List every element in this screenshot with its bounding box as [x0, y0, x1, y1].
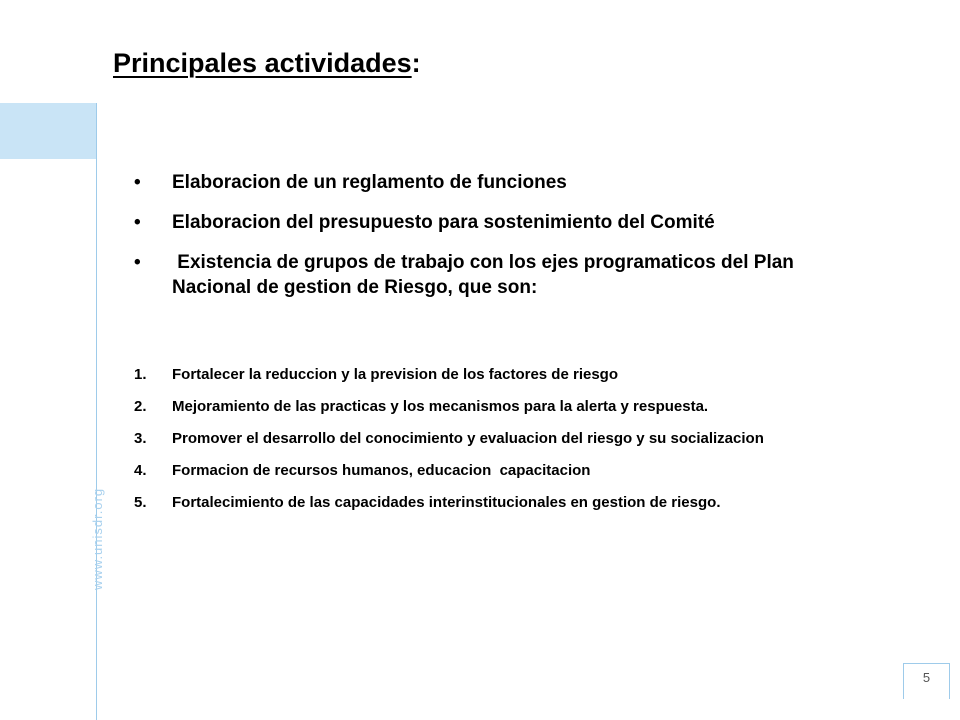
bullet-item [134, 170, 874, 195]
bullet-item [134, 210, 874, 235]
bullet-text: Elaboracion de un reglamento de funciones [172, 172, 567, 193]
item-text: Formacion de recursos humanos, educacion capacitacion [172, 462, 591, 479]
page-number: 5 [922, 670, 931, 685]
bullet-icon: • [134, 172, 141, 193]
item-number: 5. [134, 494, 147, 511]
item-number: 3. [134, 430, 147, 447]
numbered-item [134, 493, 894, 512]
item-text: Fortalecer la reduccion y la prevision de los factores de riesgo [172, 366, 618, 383]
accent-block [0, 103, 96, 159]
bullet-text: Existencia de grupos de trabajo con los ejes programaticos del Plan Nacional de gestion de Riesgo, que son: [172, 252, 800, 298]
bullet-item [134, 250, 874, 300]
page-number-box [903, 663, 950, 699]
numbered-list [134, 365, 894, 525]
item-text: Fortalecimiento de las capacidades interinstitucionales en gestion de riesgo. [172, 494, 721, 511]
slide-title-text: Principales actividades [113, 48, 412, 78]
bullet-icon: • [134, 252, 141, 273]
bullet-icon: • [134, 212, 141, 233]
slide-title-colon: : [411, 48, 421, 78]
item-text: Promover el desarrollo del conocimiento y evaluacion del riesgo y su socializacion [172, 430, 764, 447]
numbered-item [134, 461, 894, 480]
watermark-url: www.unisdr.org [90, 487, 105, 590]
item-number: 2. [134, 398, 147, 415]
numbered-item [134, 365, 894, 384]
item-number: 1. [134, 366, 147, 383]
numbered-item [134, 397, 894, 416]
item-text: Mejoramiento de las practicas y los mecanismos para la alerta y respuesta. [172, 398, 709, 415]
numbered-item [134, 429, 894, 448]
item-number: 4. [134, 462, 147, 479]
vertical-rule [96, 103, 97, 720]
bullet-list [134, 170, 874, 315]
bullet-text: Elaboracion del presupuesto para sostenimiento del Comité [172, 212, 715, 233]
slide-title [113, 48, 421, 79]
